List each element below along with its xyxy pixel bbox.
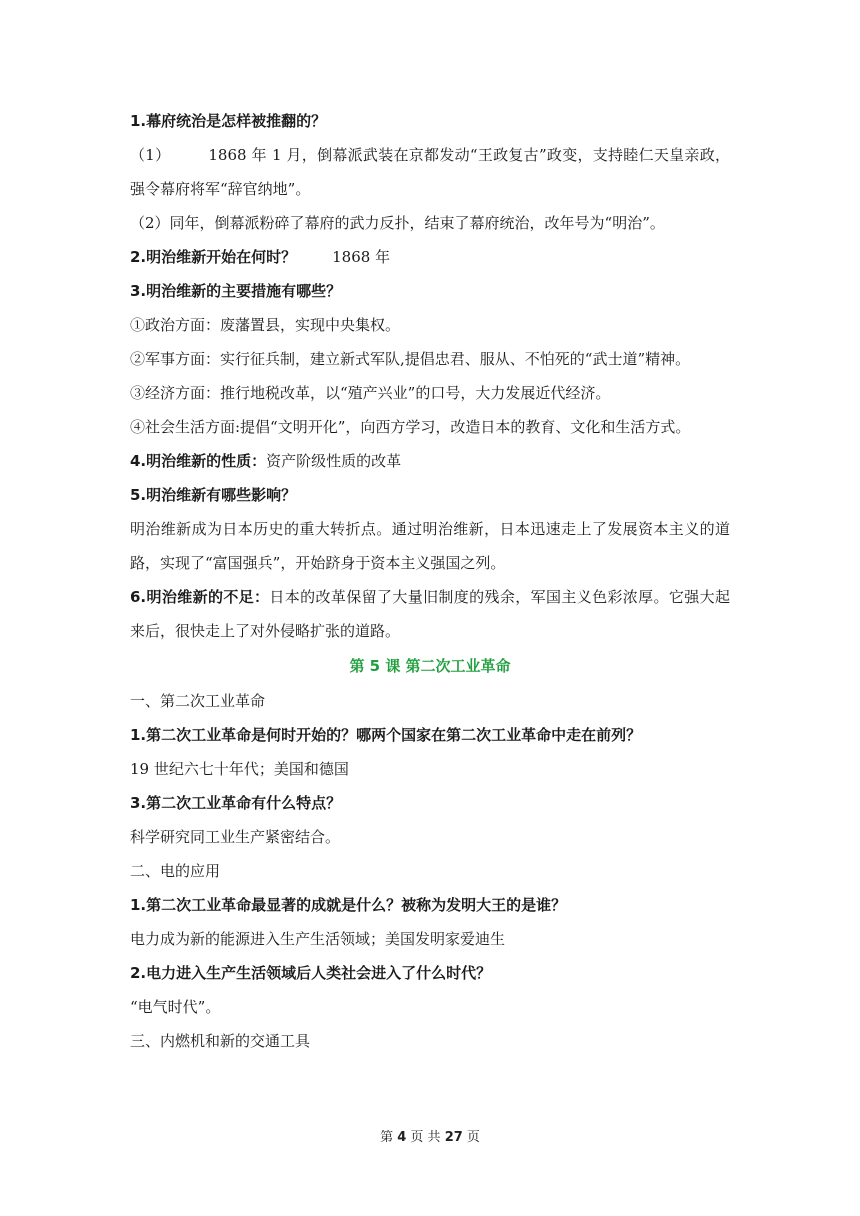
answer-paragraph: 电力成为新的能源进入生产生活领域；美国发明家爱迪生 [130,930,506,948]
answer-paragraph: （2）同年，倒幕派粉碎了幕府的武力反扑，结束了幕府统治，改年号为“明治”。 [130,214,665,232]
footer-total-pages: 27 [444,1130,463,1145]
footer-prefix: 第 [380,1130,394,1145]
footer-suffix: 页 [466,1130,480,1145]
section-heading: 二、电的应用 [130,862,221,880]
question-line [130,580,730,648]
document-body [130,104,730,1058]
answer-paragraph: ①政治方面：废藩置县，实现中央集权。 [130,316,401,334]
answer-text: 日本的改革保留了大量旧制度的残余，军国主义色彩浓厚。它强大起来后，很快走上了对外侵略扩张的道路。 [130,588,730,640]
answer-paragraph: ②军事方面：实行征兵制，建立新式军队,提倡忠君、服从、不怕死的“武士道”精神。 [130,350,691,368]
answer-paragraph [130,138,730,206]
answer-paragraph: 19 世纪六七十年代；美国和德国 [130,760,349,778]
page-footer [0,1126,860,1145]
question-line [130,240,730,274]
question-heading: 1.第二次工业革命最显著的成就是什么？被称为发明大王的是谁？ [130,896,567,914]
question-heading: 6.明治维新的不足： [130,588,270,606]
question-heading: 1.第二次工业革命是何时开始的？哪两个国家在第二次工业革命中走在前列？ [130,726,642,744]
section-heading: 一、第二次工业革命 [130,692,266,710]
item-number: （1） [130,146,171,164]
question-heading: 2.电力进入生产生活领域后人类社会进入了什么时代？ [130,964,492,982]
answer-paragraph: 明治维新成为日本历史的重大转折点。通过明治维新，日本迅速走上了发展资本主义的道路，实现了“富国强兵”，开始跻身于资本主义强国之列。 [130,520,730,572]
answer-paragraph: ③经济方面：推行地税改革，以“殖产兴业”的口号，大力发展近代经济。 [130,384,611,402]
question-heading: 3.明治维新的主要措施有哪些？ [130,282,342,300]
question-heading: 3.第二次工业革命有什么特点？ [130,794,342,812]
answer-paragraph: “电气时代”。 [130,998,221,1016]
answer-text: 1868 年 1 月，倒幕派武装在京都发动“王政复古”政变，支持睦仁天皇亲政，强令幕府将军“辞官纳地”。 [130,146,730,198]
question-heading: 4.明治维新的性质： [130,452,267,470]
answer-text: 1868 年 [332,248,391,266]
question-heading: 5.明治维新有哪些影响？ [130,486,297,504]
footer-page-number: 4 [397,1130,407,1145]
question-line [130,444,730,478]
question-heading: 2.明治维新开始在何时？ [130,248,297,266]
footer-middle: 页 共 [410,1130,441,1145]
lesson-title: 第 5 课 第二次工业革命 [349,657,511,675]
answer-paragraph: 科学研究同工业生产紧密结合。 [130,828,341,846]
question-heading: 1.幕府统治是怎样被推翻的？ [130,112,327,130]
section-heading: 三、内燃机和新的交通工具 [130,1032,311,1050]
answer-text: 资产阶级性质的改革 [266,452,402,470]
answer-paragraph: ④社会生活方面:提倡“文明开化”，向西方学习，改造日本的教育、文化和生活方式。 [130,418,691,436]
